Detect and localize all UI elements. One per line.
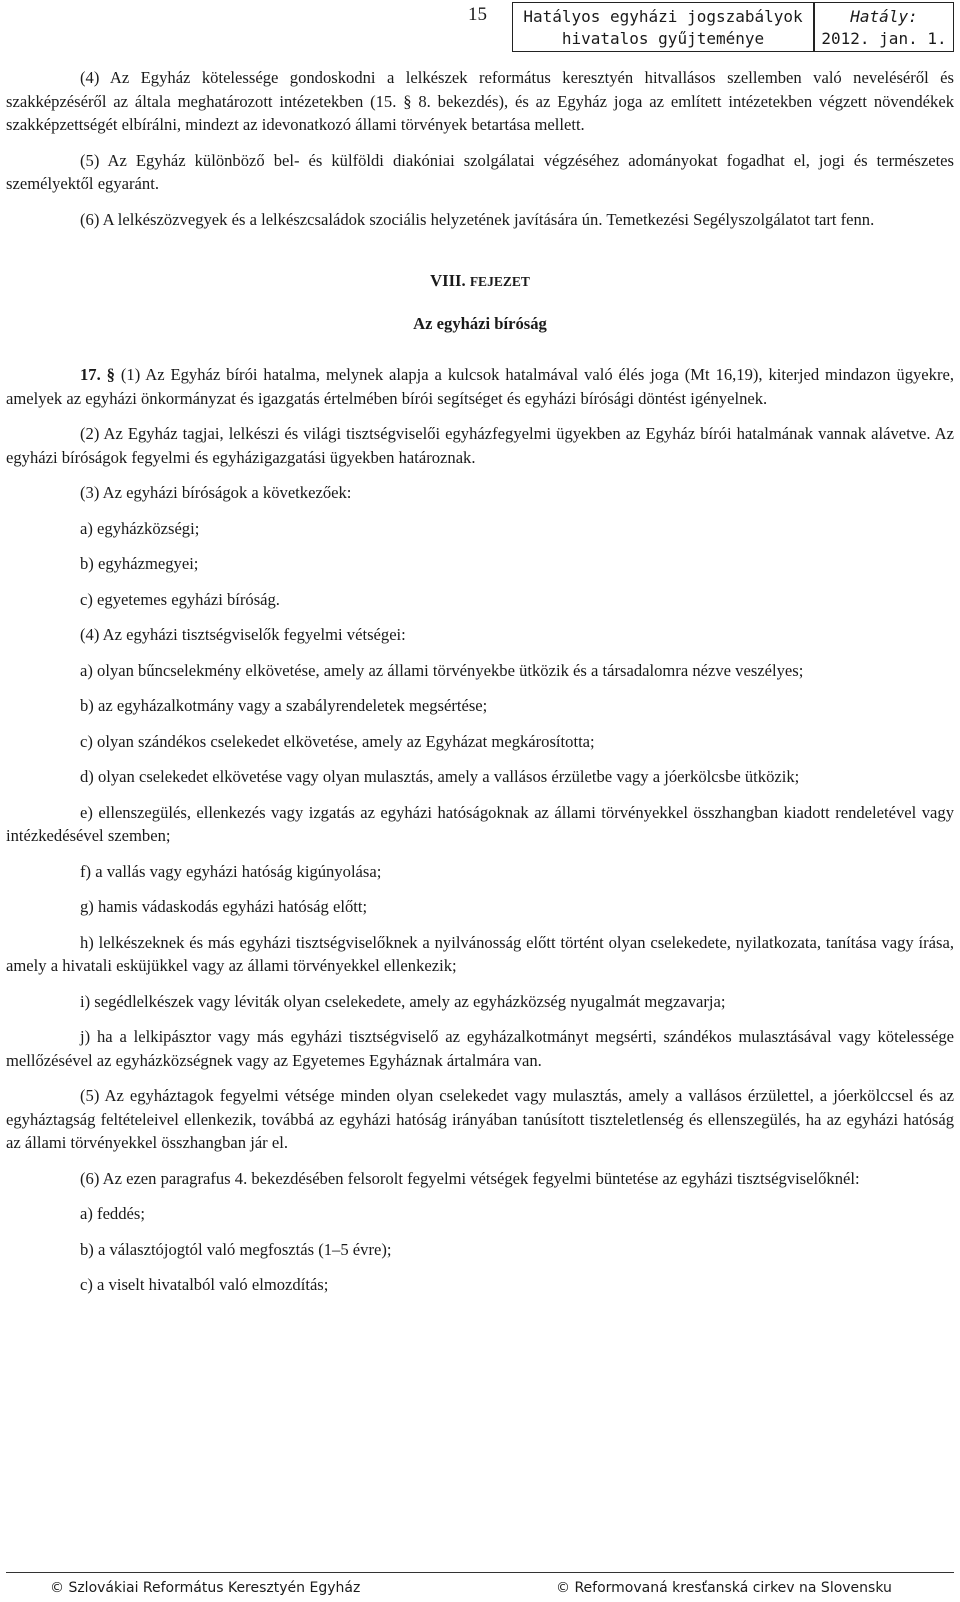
section-number: 17. §	[80, 365, 115, 384]
document-body	[6, 66, 954, 1309]
page-number: 15	[468, 4, 487, 25]
header-collection-line1: Hatályos egyházi jogszabályok	[523, 7, 803, 26]
chapter-label: FEJEZET	[469, 274, 530, 289]
header-effective-box	[814, 2, 954, 52]
page-footer	[0, 1572, 960, 1602]
list-item: e) ellenszegülés, ellenkezés vagy izgatás az egyházi hatóságoknak az állami törvényekkel összhangban kiadott rendeletével vagy intézkedésével szemben;	[6, 802, 954, 845]
section-17-paragraph-3: (3) Az egyházi bíróságok a következőek:	[80, 483, 352, 502]
list-item: c) egyetemes egyházi bíróság.	[80, 589, 280, 609]
header-effective-date: 2012. jan. 1.	[821, 29, 947, 48]
header-collection-line2: hivatalos gyűjteménye	[561, 29, 765, 48]
section-17-paragraph-1	[6, 363, 954, 410]
list-item: a) olyan bűncselekmény elkövetése, amely az állami törvényekbe ütközik és a társadalomra nézve veszélyes;	[80, 660, 804, 680]
list-item: b) az egyházalkotmány vagy a szabályrendeletek megsértése;	[80, 696, 488, 715]
section-17-paragraph-2: (2) Az Egyház tagjai, lelkészi és világi tisztségviselői egyházfegyelmi ügyekben az Egyház bírói hatalmának vannak alávetve. Az egyházi bíróságok fegyelmi és egyházigazgatási ügyekben határoznak.	[6, 424, 954, 467]
paragraph-5: (5) Az Egyház különböző bel- és külföldi diakóniai szolgálatai végzéséhez adományokat fogadhat el, jogi és természetes személyektől egyaránt.	[6, 150, 954, 193]
footer-right-copyright: © Reformovaná kresťanská cirkev na Slovensku	[556, 1580, 892, 1596]
chapter-heading	[6, 269, 954, 294]
list-item: g) hamis vádaskodás egyházi hatóság előtt;	[80, 897, 368, 916]
list-item: b) a választójogtól való megfosztás (1–5 évre);	[80, 1239, 392, 1259]
header-collection-box	[512, 2, 814, 52]
list-item: c) a viselt hivatalból való elmozdítás;	[80, 1275, 329, 1294]
section-17-p1-text: (1) Az Egyház bírói hatalma, melynek alapja a kulcsok hatalmával való élés joga (Mt 16,19), kiterjed mindazon ügyekre, amelyek az egyházi önkormányzat és igazgatás értelmében bírói segítséget és egyházi bírósági döntést igényelnek.	[6, 365, 954, 408]
list-item: c) olyan szándékos cselekedet elkövetése, amely az Egyházat megkárosította;	[80, 731, 595, 751]
header-effective-label: Hatály:	[850, 7, 918, 26]
list-item: d) olyan cselekedet elkövetése vagy olyan mulasztás, amely a vallásos érzületbe vagy a jóerkölcsbe ütközik;	[80, 767, 800, 786]
section-17-paragraph-6: (6) Az ezen paragrafus 4. bekezdésében felsorolt fegyelmi vétségek fegyelmi büntetése az egyházi tisztségviselőknél:	[80, 1168, 860, 1188]
section-17-paragraph-5: (5) Az egyháztagok fegyelmi vétsége minden olyan cselekedet vagy mulasztás, amely a vallásos érzülettel, a jóerkölccsel és az egyháztagság feltételeivel ellenkezik, továbbá az egyházi hatóság irányában tanúsított tiszteletlenség és ellenszegülés, ha az egyházi hatóság az állami törvényekkel összhangban jár el.	[6, 1086, 954, 1152]
list-item: j) ha a lelkipásztor vagy más egyházi tisztségviselő az egyházalkotmányt megsérti, szándékos mulasztásával vagy kötelessége mellőzésével az egyházközségnek vagy az Egyetemes Egyháznak ártalmára van.	[6, 1027, 954, 1070]
list-item: a) egyházközségi;	[80, 518, 200, 538]
chapter-number: VIII.	[430, 271, 466, 290]
section-17-paragraph-4: (4) Az egyházi tisztségviselők fegyelmi vétségei:	[80, 625, 406, 644]
footer-left-copyright: © Szlovákiai Református Keresztyén Egyház	[50, 1580, 361, 1596]
list-item: b) egyházmegyei;	[80, 554, 199, 573]
list-item: h) lelkészeknek és más egyházi tisztségviselőknek a nyilvánosság előtt történt olyan cselekedete, nyilatkozata, tanítása vagy írása, amely a hivatali esküjükkel vagy az állami törvényekkel ellenkezik;	[6, 932, 954, 975]
list-item: f) a vallás vagy egyházi hatóság kigúnyolása;	[80, 861, 382, 881]
paragraph-6: (6) A lelkészözvegyek és a lelkészcsaládok szociális helyzetének javítására ún. Temetkezési Segélyszolgálatot tart fenn.	[80, 209, 875, 229]
paragraph-4: (4) Az Egyház kötelessége gondoskodni a lelkészek református keresztyén hitvallásos szellemben való neveléséről és szakképzéséről az általa meghatározott intézetekben (15. § 8. bekezdés), és az Egyház joga az említett intézetekben végzett növendékek szakképzettségét elbírálni, mindezt az idevonatkozó állami törvények betartása mellett.	[6, 68, 954, 134]
footer-divider	[6, 1572, 954, 1573]
list-item: i) segédlelkészek vagy léviták olyan cselekedete, amely az egyházközség nyugalmát megzavarja;	[80, 991, 726, 1011]
list-item: a) feddés;	[80, 1204, 145, 1223]
chapter-title: Az egyházi bíróság	[413, 313, 547, 333]
